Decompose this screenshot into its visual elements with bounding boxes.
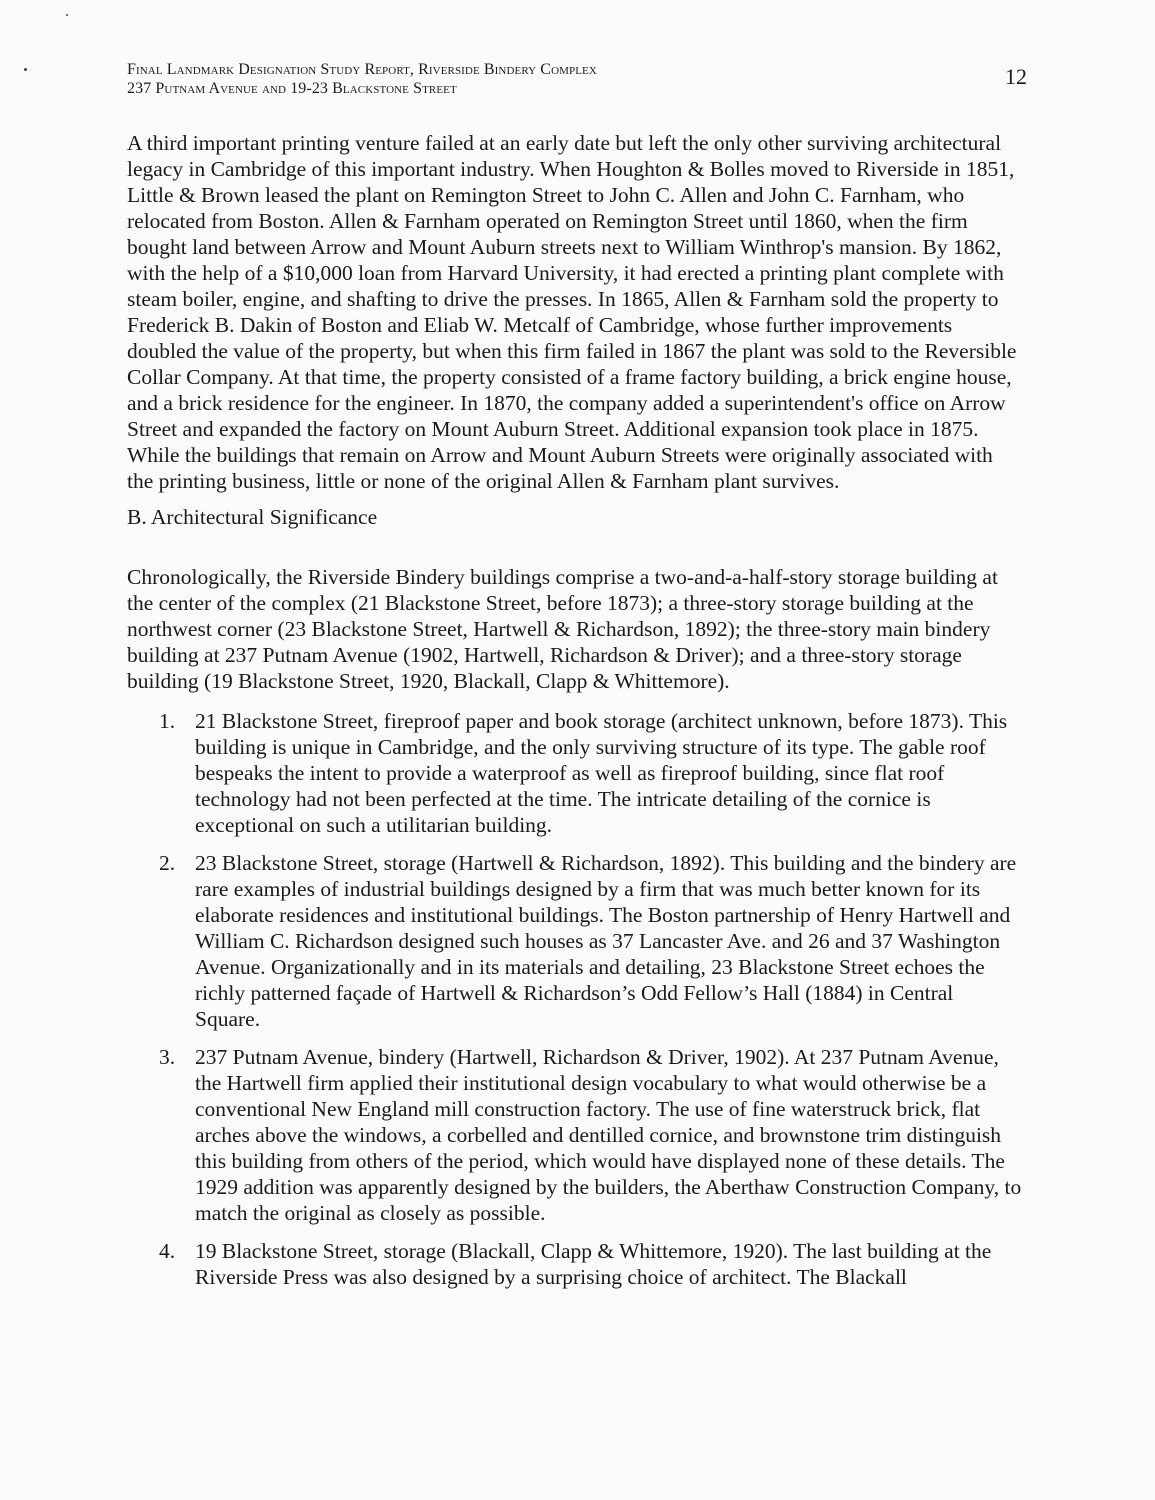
- header-address: 237 Putnam Avenue and 19-23 Blackstone Street: [127, 80, 457, 97]
- list-item: [127, 708, 1023, 838]
- scan-speck: [24, 68, 27, 71]
- header-title: Final Landmark Designation Study Report, Riverside Bindery Complex: [127, 61, 597, 78]
- list-item-number: 3.: [159, 1045, 176, 1069]
- list-item: [127, 1044, 1023, 1226]
- list-item-text: 23 Blackstone Street, storage (Hartwell & Richardson, 1892). This building and the bindery are rare examples of industrial buildings designed by a firm that was much better known for its elaborate residences and institutional buildings. The Boston partnership of Henry Hartwell and William C. Richardson designed such houses as 37 Lancaster Ave. and 26 and 37 Washington Avenue. Organizationally and in its materials and detailing, 23 Blackstone Street echoes the richly patterned façade of Hartwell & Richardson’s Odd Fellow’s Hall (1884) in Central Square.: [195, 851, 1017, 1031]
- history-paragraph: A third important printing venture failed at an early date but left the only other surviving architectural legacy in Cambridge of this important industry. When Houghton & Bolles moved to Riverside in 1851, Little & Brown leased the plant on Remington Street to John C. Allen and John C. Farnham, who relocated from Boston. Allen & Farnham operated on Remington Street until 1860, when the firm bought land between Arrow and Mount Auburn streets next to William Winthrop's mansion. By 1862, with the help of a $10,000 loan from Harvard University, it had erected a printing plant complete with steam boiler, engine, and shafting to drive the presses. In 1865, Allen & Farnham sold the property to Frederick B. Dakin of Boston and Eliab W. Metcalf of Cambridge, whose further improvements doubled the value of the property, but when this firm failed in 1867 the plant was sold to the Reversible Collar Company. At that time, the property consisted of a frame factory building, a brick engine house, and a brick residence for the engineer. In 1870, the company added a superintendent's office on Arrow Street and expanded the factory on Mount Auburn Street. Additional expansion took place in 1875. While the buildings that remain on Arrow and Mount Auburn Streets were originally associated with the printing business, little or none of the original Allen & Farnham plant survives.: [127, 131, 1017, 493]
- building-list: [127, 708, 1023, 1290]
- list-item-text: 19 Blackstone Street, storage (Blackall, Clapp & Whittemore, 1920). The last building at the Riverside Press was also designed by a surprising choice of architect. The Blackall: [195, 1239, 992, 1289]
- scan-speck: [66, 14, 68, 16]
- list-item-number: 1.: [159, 709, 176, 733]
- chronology-paragraph: Chronologically, the Riverside Bindery buildings comprise a two-and-a-half-story storage building at the center of the complex (21 Blackstone Street, before 1873); a three-story storage building at the northwest corner (23 Blackstone Street, Hartwell & Richardson, 1892); the three-story main bindery building at 237 Putnam Avenue (1902, Hartwell, Richardson & Driver); and a three-story storage building (19 Blackstone Street, 1920, Blackall, Clapp & Whittemore).: [127, 565, 998, 693]
- page-number: 12: [1005, 64, 1027, 89]
- list-item-text: 237 Putnam Avenue, bindery (Hartwell, Richardson & Driver, 1902). At 237 Putnam Avenue, the Hartwell firm applied their institutional design vocabulary to what would otherwise be a conventional New England mill construction factory. The use of fine waterstruck brick, flat arches above the windows, a corbelled and dentilled cornice, and brownstone trim distinguish this building from others of the period, which would have displayed none of these details. The 1929 addition was apparently designed by the builders, the Aberthaw Construction Company, to match the original as closely as possible.: [195, 1045, 1022, 1225]
- page-header: [127, 60, 1027, 98]
- list-item: [127, 1238, 1023, 1290]
- list-item-number: 2.: [159, 851, 176, 875]
- list-item-text: 21 Blackstone Street, fireproof paper and book storage (architect unknown, before 1873). This building is unique in Cambridge, and the only surviving structure of its type. The gable roof bespeaks the intent to provide a waterproof as well as fireproof building, since flat roof technology had not been perfected at the time. The intricate detailing of the cornice is exceptional on such a utilitarian building.: [195, 709, 1008, 837]
- list-item-number: 4.: [159, 1239, 176, 1263]
- section-heading: B. Architectural Significance: [127, 505, 378, 529]
- document-body: [127, 130, 1023, 1302]
- list-item: [127, 850, 1023, 1032]
